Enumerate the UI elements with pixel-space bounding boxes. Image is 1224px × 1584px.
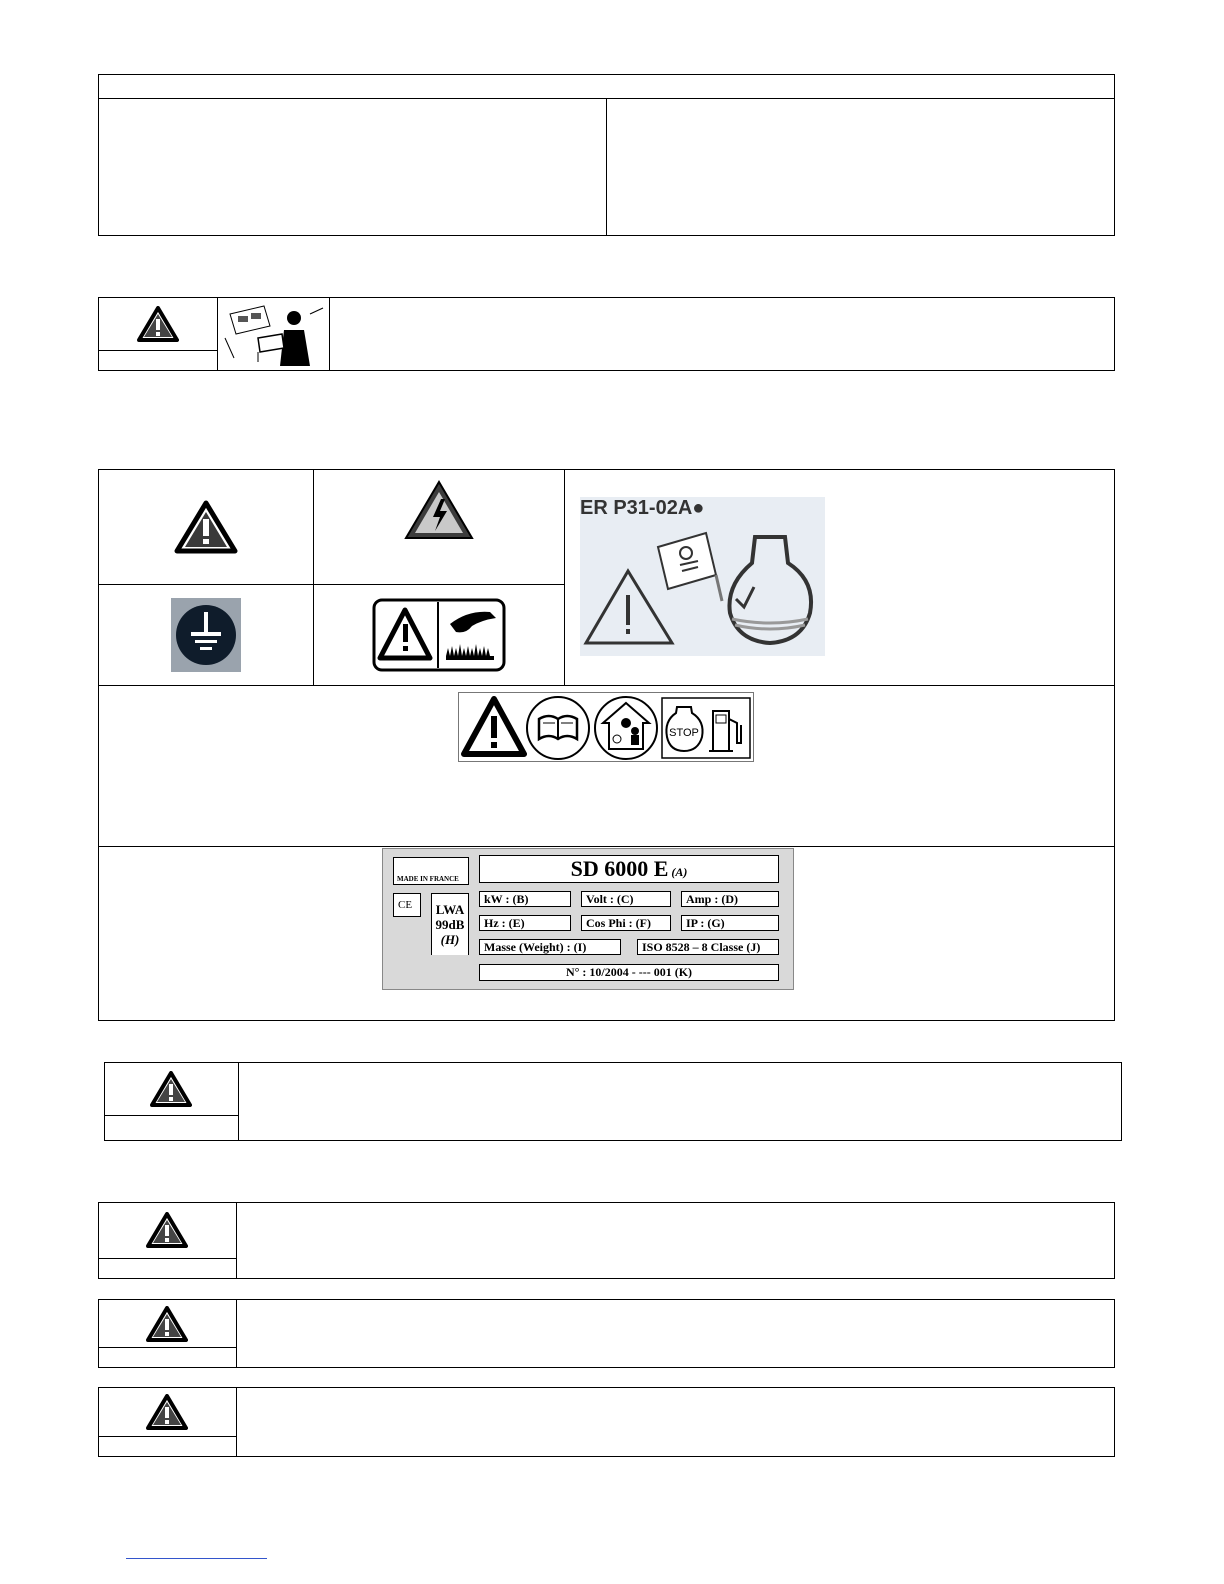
model-ref: (A) [671,865,688,879]
oil-level-warning-icon [580,523,825,656]
earth-ground-icon [99,585,313,685]
iso-field: ISO 8528 – 8 Classe (J) [637,939,779,955]
model-box [479,855,779,883]
warning-block-c-cell-line [98,1347,236,1348]
oil-level-warning-label [580,497,825,656]
pictogram-table-row-2 [98,685,1115,686]
made-in-france-text: MADE IN FRANCE [397,875,459,883]
warning-triangle-icon [98,1204,236,1256]
warning-triangle-icon [104,1064,238,1114]
header-table-column-divider [606,98,607,236]
mass-field: Masse (Weight) : (I) [479,939,621,955]
cos-phi-field: Cos Phi : (F) [581,915,671,931]
warning-block-a [104,1062,1122,1141]
oil-label-code: ER P31-02A● [580,497,705,519]
hot-surface-icon [314,585,564,685]
warning-block-a-divider [238,1062,239,1141]
warning-triangle-icon [98,1301,236,1346]
electric-hazard-icon [314,470,564,550]
pictogram-table-row-3 [98,846,1115,847]
warning-block-d [98,1387,1115,1457]
made-in-france-box [393,857,469,885]
safety-symbol-strip [458,692,754,762]
warning-block-b [98,1202,1115,1279]
ce-mark: CE [398,899,413,911]
warning-block-c-divider [236,1299,237,1368]
model-name: SD 6000 E [570,856,669,881]
warning-block-c [98,1299,1115,1368]
lwa-box [431,893,469,955]
warning-triangle-icon [98,1389,236,1435]
toxic-exhaust-icon [593,695,659,761]
serial-field: N° : 10/2004 - --- 001 (K) [479,964,779,981]
svg-text:STOP: STOP [669,727,699,739]
person-reading-manual-icon [218,298,329,370]
warning-triangle-icon [98,299,217,349]
kw-field: kW : (B) [479,891,571,907]
ip-field: IP : (G) [681,915,779,931]
general-warning-icon [99,470,313,584]
warning-block-d-divider [236,1387,237,1457]
hz-field: Hz : (E) [479,915,571,931]
stop-engine-refuel-icon [661,697,751,759]
warning-block-b-cell-line [98,1258,236,1259]
lwa-label: LWA [435,902,465,917]
warning-block-b-divider [236,1202,237,1279]
footnote-separator [126,1558,267,1559]
warning-block-d-cell-line [98,1436,236,1437]
read-manual-warning-icon [461,696,527,758]
lwa-ref: (H) [440,932,460,947]
warning-block-manual-divider-2 [329,297,330,371]
ce-mark-box [393,893,421,917]
warning-block-a-cell-line [104,1115,238,1116]
lwa-value: 99dB [435,917,465,932]
amp-field: Amp : (D) [681,891,779,907]
volt-field: Volt : (C) [581,891,671,907]
rating-plate [382,848,794,990]
warning-block-manual-cell-line [98,350,217,351]
read-manual-icon [525,695,591,761]
pictogram-table-col-2 [564,469,565,685]
